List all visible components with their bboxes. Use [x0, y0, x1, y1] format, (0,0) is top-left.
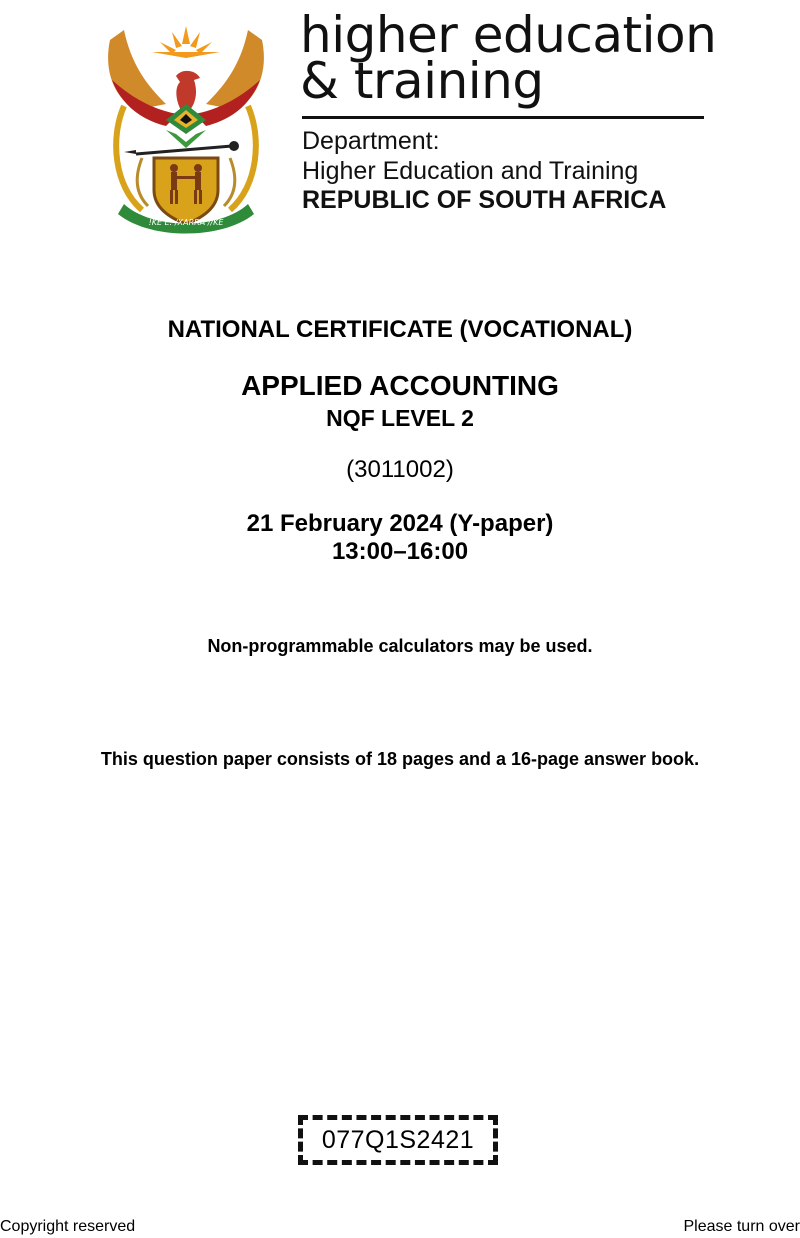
- department-label: Department:: [302, 127, 440, 155]
- exam-date: 21 February 2024 (Y-paper): [246, 510, 554, 537]
- coat-of-arms-icon: [102, 18, 270, 234]
- brand-wordmark: [300, 6, 717, 110]
- subject-code: (3011002): [346, 456, 454, 483]
- calculator-note: Non-programmable calculators may be used.: [207, 636, 593, 656]
- brand-line-1: higher education: [300, 6, 717, 64]
- certificate-title: NATIONAL CERTIFICATE (VOCATIONAL): [167, 316, 633, 343]
- brand-divider: [302, 116, 704, 119]
- paper-id-value: 077Q1S2421: [321, 1125, 475, 1154]
- department-name: Higher Education and Training: [302, 157, 639, 185]
- country-name: REPUBLIC OF SOUTH AFRICA: [302, 186, 667, 214]
- paper-id-box: [298, 1115, 498, 1165]
- footer-copyright: Copyright reserved: [0, 1218, 136, 1235]
- footer-turn-over: Please turn over: [683, 1218, 800, 1235]
- page-count-note: This question paper consists of 18 pages and a 16-page answer book.: [100, 749, 700, 769]
- nqf-level: NQF LEVEL 2: [326, 405, 474, 431]
- coat-of-arms-motto: !KE E: /XARRA //KE: [148, 218, 224, 227]
- subject-title: APPLIED ACCOUNTING: [241, 370, 559, 401]
- coat-of-arms-logo: [102, 18, 270, 234]
- exam-time: 13:00–16:00: [331, 538, 469, 565]
- brand-line-2: & training: [300, 52, 544, 110]
